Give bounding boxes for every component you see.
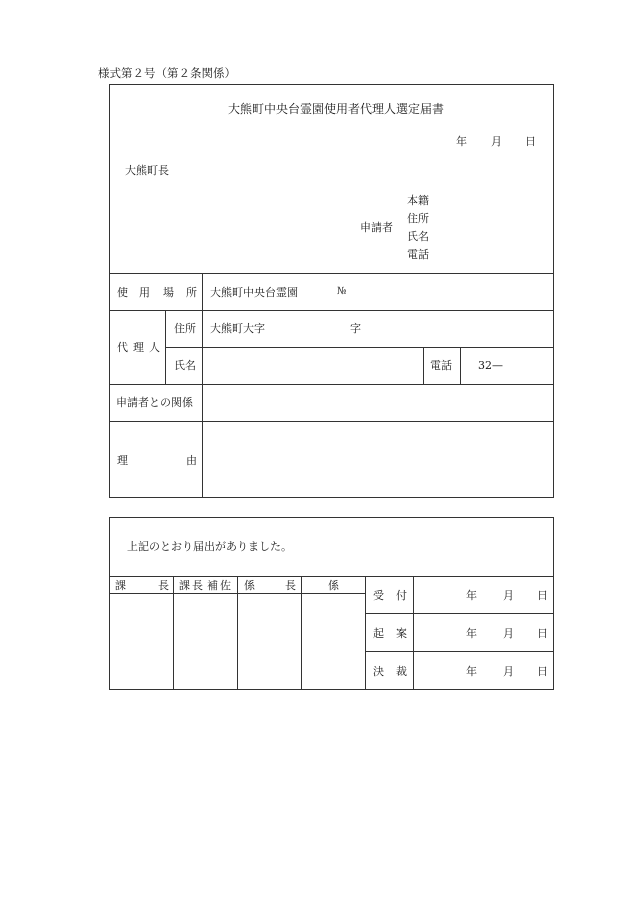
date-month-label: 月: [491, 135, 502, 148]
row-draft-label-1: 起: [373, 627, 384, 640]
approval-day: 日: [537, 665, 548, 678]
agent-label-3: 人: [149, 341, 160, 354]
agent-aza-label: 字: [350, 322, 361, 335]
approver-subsection-chief-1: 係: [244, 579, 255, 592]
draft-month: 月: [503, 627, 514, 640]
applicant-label: 申請者: [360, 221, 393, 234]
agent-label-1: 代: [117, 341, 128, 354]
approver-section-chief-1: 課: [115, 579, 126, 592]
approver-subsection-chief-2: 長: [285, 579, 296, 592]
relation-label: 申請者との関係: [116, 396, 193, 409]
usage-place-label-4: 所: [186, 286, 197, 299]
approver-assistant-2: 長: [192, 579, 203, 592]
draft-day: 日: [537, 627, 548, 640]
applicant-honseki-label: 本籍: [407, 194, 429, 207]
approver-staff: 係: [328, 579, 339, 592]
plot-number-mark: №: [337, 286, 347, 297]
reason-field[interactable]: [203, 422, 553, 497]
draft-year: 年: [466, 627, 477, 640]
addressee: 大熊町長: [125, 164, 169, 177]
usage-place-label-2: 用: [139, 286, 150, 299]
approval-year: 年: [466, 665, 477, 678]
stamp-staff[interactable]: [302, 594, 364, 689]
receipt-month: 月: [503, 589, 514, 602]
row-draft-label-2: 案: [396, 627, 407, 640]
stamp-assistant[interactable]: [174, 594, 236, 689]
stamp-section-chief[interactable]: [110, 594, 172, 689]
form-title: 大熊町中央台霊園使用者代理人選定届書: [228, 102, 445, 116]
usage-place-label-1: 使: [117, 286, 128, 299]
row-approval-label-1: 決: [373, 665, 384, 678]
agent-phone-label: 電話: [430, 359, 452, 372]
row-receipt-label-2: 付: [396, 589, 407, 602]
relation-field[interactable]: [203, 385, 553, 421]
usage-place-value: 大熊町中央台霊園: [210, 286, 298, 299]
approver-assistant-4: 佐: [220, 579, 231, 592]
agent-name-label: 氏名: [174, 359, 196, 372]
approver-section-chief-2: 長: [158, 579, 169, 592]
reason-label-2: 由: [186, 454, 197, 467]
office-notice: 上記のとおり届出がありました。: [127, 540, 292, 553]
agent-address-value: 大熊町大字: [210, 322, 265, 335]
agent-phone-value: 32—: [478, 359, 503, 372]
stamp-subsection-chief[interactable]: [238, 594, 300, 689]
approver-assistant-1: 課: [179, 579, 190, 592]
applicant-phone-label: 電話: [407, 248, 429, 261]
date-day-label: 日: [525, 135, 536, 148]
approval-month: 月: [503, 665, 514, 678]
applicant-address-label: 住所: [407, 212, 429, 225]
row-receipt-label-1: 受: [373, 589, 384, 602]
usage-place-label-3: 場: [163, 286, 174, 299]
date-year-label: 年: [456, 135, 467, 148]
reason-label-1: 理: [117, 454, 128, 467]
applicant-name-label: 氏名: [407, 230, 429, 243]
form-id: 様式第２号（第２条関係）: [98, 66, 236, 80]
agent-label-2: 理: [133, 341, 144, 354]
agent-name-field[interactable]: [203, 348, 422, 384]
agent-address-label: 住所: [174, 322, 196, 335]
row-approval-label-2: 裁: [396, 665, 407, 678]
approver-assistant-3: 補: [207, 579, 218, 592]
receipt-year: 年: [466, 589, 477, 602]
receipt-day: 日: [537, 589, 548, 602]
